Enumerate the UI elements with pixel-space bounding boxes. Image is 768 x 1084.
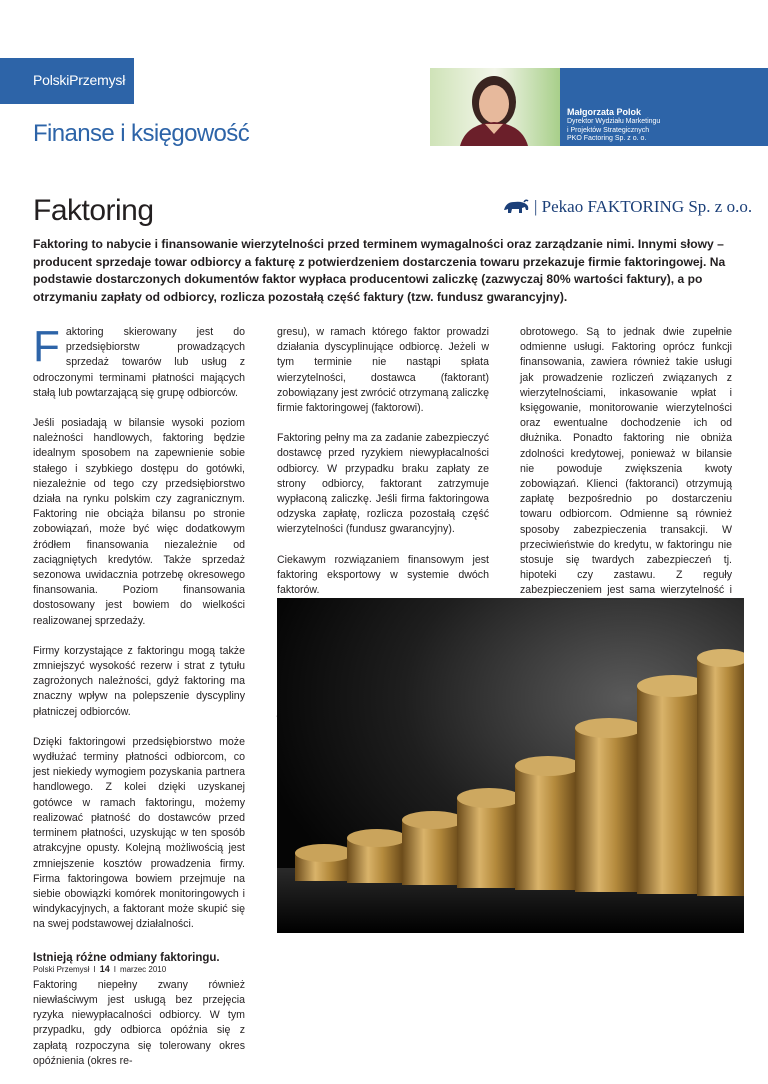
- author-name: Małgorzata Polok: [567, 107, 642, 117]
- footer-divider: I: [93, 964, 96, 974]
- paragraph: [33, 322, 245, 401]
- author-photo: [430, 68, 560, 146]
- section-title: Finanse i księgowość: [33, 120, 250, 147]
- paragraph: Faktoring niepełny zwany również niewłaściwym jest usługą bez przejęcia ryzyka niewypłacalności odbiorcy. W tym przypadku, gdy odbiorca opóźnia się z zapłatą rozpoczyna się tolerowany okres opóźnienia (okres re-: [33, 978, 245, 1067]
- paragraph: Firmy korzystające z faktoringu mogą także zmniejszyć wysokość rezerw i strat z tytułu zagrożonych należności, gdyż faktoring ma znaczny wpływ na polepszenie dyscypliny płatniczej odbiorców.: [33, 644, 245, 718]
- page-number: 14: [99, 964, 110, 974]
- coins-photo: [277, 598, 744, 933]
- paragraph-text: aktoring skierowany jest do przedsiębiorstw prowadzących sprzedaż towarów lub usług z odroczonymi terminami płatności mających stałą lub powtarzającą się grupę odbiorców.: [33, 326, 245, 399]
- subheading: Istnieją różne odmiany faktoringu.: [33, 951, 220, 964]
- paragraph: obrotowego. Są to jednak dwie zupełnie odmienne usługi. Faktoring oprócz funkcji finansowania, zawiera również takie usługi jak prowadzenie rozliczeń związanych z wierzytelnościami, inkasowanie wpłat i księgowanie, monitorowanie wierzytelności oraz ewentualne dochodzenie ich od dłużnika. Ponadto faktoring nie obniża zdolności kredytowej, ponieważ w bilansie nie powoduje zwiększenia kwoty zobowiązań. Klienci (faktoranci) otrzymują zapłatę bezpośrednio po dostarczeniu towaru odbiorcom. Odmienne są również sposoby zabezpieczenia transakcji. W przeciwieństwie do kredytu, w faktoringu nie stosuje się twardych zabezpieczeń tj. hipoteki czy zastawu. Z reguły zabezpieczeniem jest sama wierzytelność i: [520, 326, 732, 597]
- pekao-bison-icon: [502, 198, 530, 216]
- footer-divider: I: [113, 964, 116, 974]
- paragraph: Jeśli posiadają w bilansie wysoki poziom należności handlowych, faktoring będzie idealnym sposobem na zapewnienie sobie stałego i szybkiego dostępu do gotówki, niezależnie od tego czy przedsiębiorstwo działa na rynku polskim czy zagranicznym. Faktoring nie obciąża bilansu po stronie zobowiązań, może być więc dodatkowym źródłem finansowania niezależnie od zaciągniętych kredytów. Także sprzedaż sezonowa uwidacznia potrzebę okresowego finansowania. Poziom finansowania dostosowany jest bowiem do wielkości realizowanej sprzedaży.: [33, 417, 245, 627]
- paragraph: Ciekawym rozwiązaniem finansowym jest faktoring eksportowy w systemie dwóch faktorów.: [277, 553, 489, 597]
- pekao-logo: [502, 197, 752, 217]
- author-role: Dyrektor Wydziału Marketingu i Projektów Strategicznych PKO Factoring Sp. z o. o.: [567, 118, 661, 143]
- paragraph: Faktoring pełny ma za zadanie zabezpieczyć dostawcę przed ryzykiem niewypłacalności odbiorcy. W przypadku braku zapłaty ze strony odbiorcy, faktorant zatrzymuje wypłaconą zaliczkę. Jeśli firma faktoringowa odzyska zapłatę, rozlicza pozostałą część wierzytelności (fundusz gwarancyjny).: [277, 432, 489, 536]
- magazine-brand: PolskiPrzemysł: [33, 72, 126, 88]
- footer-date: marzec 2010: [119, 964, 167, 974]
- lead-paragraph: Faktoring to nabycie i finansowanie wierzytelności przed terminem wymagalności oraz zarządzanie nimi. Innymi słowy – producent sprzedaje towar odbiorcy a fakturę z potwierdzeniem dostarczenia towaru przekazuje firmie faktoringowej. Na podstawie dostarczonych dokumentów faktor wypłaca producentowi zaliczkę (zazwyczaj 80% wartości faktury), a po otrzymaniu zapłaty od odbiorcy, rozlicza pozostałą część faktury (tzw. fundusz gwarancyjny).: [33, 237, 726, 305]
- footer-magazine: Polski Przemysł: [33, 964, 90, 974]
- page-footer: [33, 964, 166, 974]
- article-title: Faktoring: [33, 194, 154, 227]
- logo-text: | Pekao FAKTORING Sp. z o.o.: [534, 197, 753, 216]
- drop-cap: F: [33, 322, 60, 371]
- paragraph: gresu), w ramach którego faktor prowadzi działania dyscyplinujące odbiorcę. Jeżeli w tym terminie nie nastąpi spłata wierzytelności, dostawca (faktorant) zobowiązany jest zwrócić otrzymaną zaliczkę firmie faktoringowej (faktorowi).: [277, 326, 489, 415]
- paragraph: Dzięki faktoringowi przedsiębiorstwo może wydłużać terminy płatności odbiorcom, co jest niekiedy wymogiem pozyskania partnera handlowego. Z kolei dzięki uzyskanej gotówce w ramach faktoringu, możemy realizować płatność do dostawców przed terminem płatności, uzyskując w ten sposób atrakcyjne opusty. Kolejną możliwością jest zmniejszenie kosztów prowadzenia firmy. Firma faktoringowa bowiem przejmuje na siebie obowiązki komórek monitoringowych i windykacyjnych, a faktorant może skupić się na swej podstawowej działalności.: [33, 735, 245, 931]
